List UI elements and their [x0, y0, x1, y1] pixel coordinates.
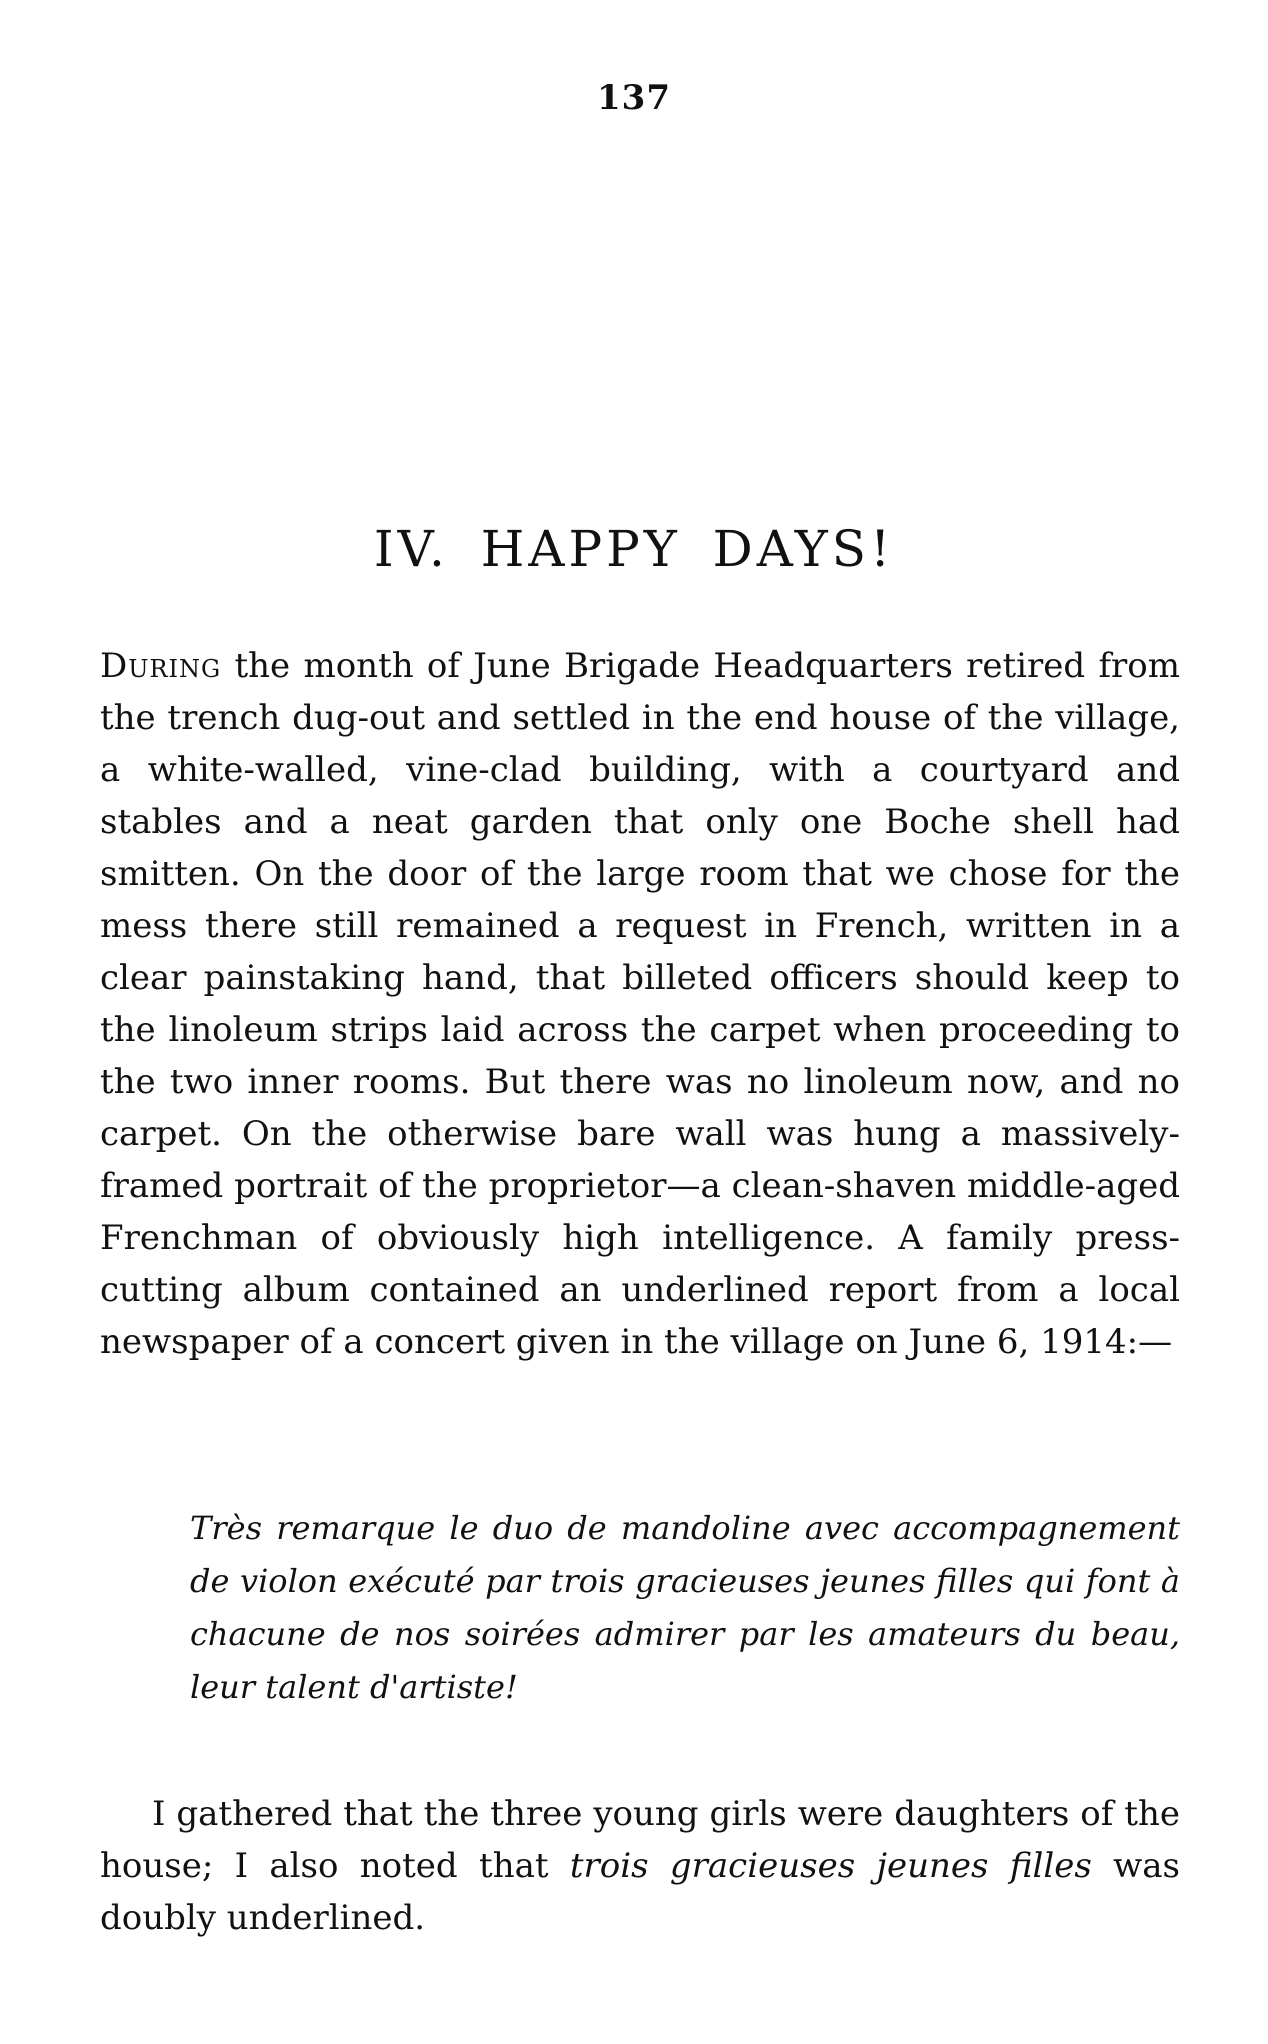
paragraph-1-text: the month of June Brigade Headquarters retired from the trench dug-out and settled in the end house of the village, a white-walled, vine-clad building, with a courtyard and stables and a neat garden that only one Boche shell had smitten. On the door of the large room that we chose for the mess there still remained a request in French, written in a clear painstaking hand, that billeted officers should keep to the linoleum strips laid across the carpet when proceeding to the two inner rooms. But there was no linoleum now, and no carpet. On the otherwise bare wall was hung a massively-framed portrait of the proprietor—a clean-shaven middle-aged Frenchman of obviously high intelligence. A family press-cutting album contained an underlined report from a local newspaper of a concert given in the village on June 6, 1914:—: [100, 646, 1180, 1362]
paragraph-2-text-b: was doubly underlined.: [100, 1846, 1180, 1938]
paragraph-2-italic: trois gracieuses jeunes filles: [569, 1846, 1092, 1886]
page-number: 137: [597, 78, 671, 118]
paragraph-2: [100, 1788, 1180, 1944]
chapter-title: IV. HAPPY DAYS!: [373, 520, 895, 578]
paragraph-2-text-a: I gathered that the three young girls were daughters of the house; I also noted that: [100, 1794, 1180, 1886]
paragraph-1: [100, 640, 1180, 1368]
paragraph-1-lead-word: During: [100, 646, 222, 686]
newspaper-quote: Très remarque le duo de mandoline avec accompagnement de violon exécuté par trois gracieuses jeunes filles qui font à chacune de nos soirées admirer par les amateurs du beau, leur talent d'artiste!: [190, 1509, 1180, 1706]
